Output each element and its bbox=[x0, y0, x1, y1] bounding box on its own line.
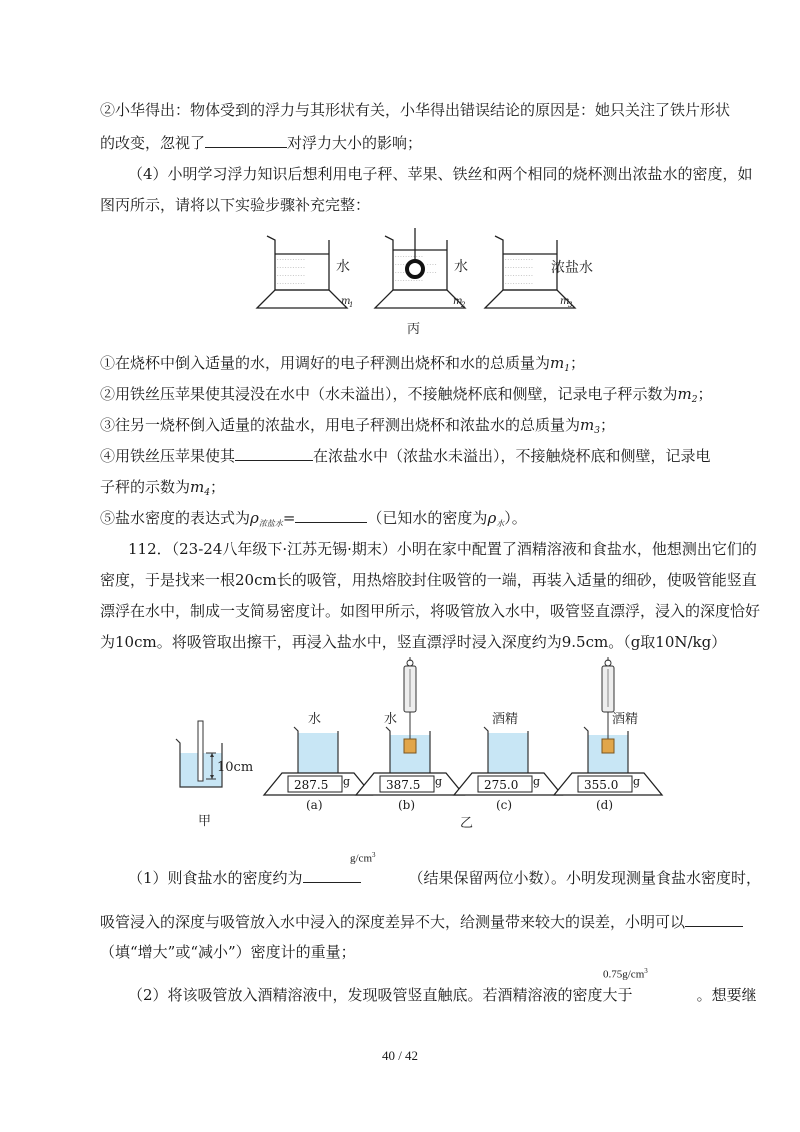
svg-text:g: g bbox=[533, 775, 541, 788]
svg-text:- - - - -: - - - - - bbox=[395, 270, 407, 275]
beaker-jia bbox=[176, 721, 222, 787]
svg-text:水: 水 bbox=[308, 712, 322, 727]
question-112-line: 112．（23-24八年级下·江苏无锡·期末）小明在家中配置了酒精溶液和食盐水，他想测出它们的 bbox=[128, 540, 757, 558]
beaker-water-apple bbox=[375, 228, 465, 308]
step-4-cont: 子秤的示数为$m_4$； bbox=[100, 478, 225, 498]
svg-text:3: 3 bbox=[568, 301, 573, 309]
svg-text:- - - - -: - - - - - bbox=[395, 262, 407, 267]
step-3: ③往另一烧杯倒入适量的浓盐水，用电子秤测出烧杯和浓盐水的总质量为$m_3$； bbox=[100, 416, 615, 436]
scale-c-reading: 275.0 bbox=[484, 778, 519, 792]
svg-text:浓盐水: 浓盐水 bbox=[551, 260, 593, 276]
figure-caption-jia: 甲 bbox=[198, 814, 212, 829]
subq-1-line: 吸管浸入的深度与吸管放入水中浸入的深度差异不大，给测量带来较大的误差，小明可以 bbox=[100, 912, 743, 932]
density-value: $0.75g/cm^3$ bbox=[603, 967, 648, 981]
svg-text:- - - - - - - - - - -: - - - - - - - - - - - bbox=[505, 281, 533, 286]
apple-icon bbox=[407, 261, 423, 277]
answer-blank[interactable] bbox=[685, 912, 743, 927]
page-number: 40 / 42 bbox=[381, 1048, 419, 1063]
step-5: ⑤盐水密度的表达式为$\rho_{浓盐水}=$ （已知水的密度为$\rho_水$）。 bbox=[100, 509, 527, 528]
scale-d-reading: 355.0 bbox=[584, 778, 619, 792]
para-line: 的改变，忽视了 对浮力大小的影响； bbox=[100, 134, 423, 152]
scale-b-reading: 387.5 bbox=[386, 778, 421, 792]
scale-b bbox=[356, 657, 464, 795]
svg-text:水: 水 bbox=[384, 712, 398, 727]
unit-label: $g/cm^3$ bbox=[350, 851, 376, 865]
answer-blank[interactable] bbox=[205, 133, 287, 148]
svg-text:2: 2 bbox=[461, 301, 466, 309]
para-line: ②小华得出：物体受到的浮力与其形状有关，小华得出错误结论的原因是：她只关注了铁片形状 bbox=[100, 101, 731, 119]
step-1: ①在烧杯中倒入适量的水，用调好的电子秤测出烧杯和水的总质量为$m_1$； bbox=[100, 354, 585, 374]
figure-bing bbox=[255, 228, 615, 340]
step-4: ④用铁丝压苹果使其 在浓盐水中（浓盐水未溢出），不接触烧杯底和侧壁，记录电 bbox=[100, 447, 711, 465]
svg-text:g: g bbox=[435, 775, 443, 788]
scale-a-reading: 287.5 bbox=[294, 778, 329, 792]
svg-text:(b): (b) bbox=[398, 798, 416, 812]
answer-blank[interactable] bbox=[235, 446, 313, 461]
scale-d bbox=[554, 657, 662, 795]
svg-text:- - - - - - - - - - -: - - - - - - - - - - - bbox=[505, 257, 533, 262]
svg-text:m: m bbox=[560, 296, 570, 307]
svg-text:(d): (d) bbox=[596, 798, 614, 812]
svg-text:g: g bbox=[343, 775, 351, 788]
svg-text:- - - - - - - - - - -: - - - - - - - - - - - bbox=[505, 273, 533, 278]
svg-text:- - - - - - - - - - -: - - - - - - - - - - - bbox=[505, 265, 533, 270]
step-2: ②用铁丝压苹果使其浸没在水中（水未溢出），不接触烧杯底和侧壁，记录电子秤示数为$m_2$； bbox=[100, 385, 713, 405]
svg-text:(c): (c) bbox=[496, 798, 513, 812]
figure-caption: 丙 bbox=[407, 322, 421, 337]
answer-blank[interactable] bbox=[295, 508, 367, 523]
svg-text:1: 1 bbox=[349, 301, 354, 309]
question-4-line: （4）小明学习浮力知识后想利用电子秤、苹果、铁丝和两个相同的烧杯测出浓盐水的密度，如 bbox=[128, 165, 753, 183]
svg-text:m: m bbox=[341, 296, 351, 307]
svg-text:- - - - - - - - - - -: - - - - - - - - - - - bbox=[277, 281, 305, 286]
svg-text:- - - - - - - - - - -: - - - - - - - - - - - bbox=[395, 278, 423, 283]
question-4-line: 图丙所示，请将以下实验步骤补充完整： bbox=[100, 196, 371, 214]
svg-text:- - - - - - - - - - -: - - - - - - - - - - - bbox=[277, 273, 305, 278]
question-112-line: 漂浮在水中，制成一支简易密度计。如图甲所示，将吸管放入水中，吸管竖直漂浮，浸入的深度恰好 bbox=[100, 602, 761, 620]
question-112-line: 为10cm。将吸管取出擦干，再浸入盐水中，竖直漂浮时浸入深度约为9.5cm。（g取10N/kg） bbox=[100, 633, 727, 651]
svg-text:- - - -: - - - - bbox=[427, 262, 437, 267]
subq-2-line: （2）将该吸管放入酒精溶液中，发现吸管竖直触底。若酒精溶液的密度大于 。想要继 bbox=[128, 986, 757, 1004]
subq-1-line: （1）则食盐水的密度约为 （结果保留两位小数）。小明发现测量食盐水密度时， bbox=[128, 869, 762, 887]
question-112-line: 密度，于是找来一根20cm长的吸管，用热熔胶封住吸管的一端，再装入适量的细砂，使吸管能竖直 bbox=[100, 571, 757, 589]
svg-text:(a): (a) bbox=[306, 798, 323, 812]
label-water: 水 bbox=[336, 259, 350, 275]
figure-caption-yi: 乙 bbox=[460, 816, 474, 831]
svg-text:水: 水 bbox=[454, 259, 468, 275]
svg-text:- - - -: - - - - bbox=[427, 270, 437, 275]
svg-text:- - - - - - - - - - -: - - - - - - - - - - - bbox=[395, 254, 423, 259]
svg-text:酒精: 酒精 bbox=[492, 712, 519, 727]
svg-text:- - - - - - - - - - -: - - - - - - - - - - - bbox=[277, 265, 305, 270]
depth-label: 10cm bbox=[217, 760, 254, 775]
figure-jia-yi bbox=[170, 655, 690, 835]
answer-blank[interactable] bbox=[303, 868, 361, 883]
svg-text:m: m bbox=[453, 296, 463, 307]
svg-text:g: g bbox=[633, 775, 641, 788]
svg-text:- - - - - - - - - - -: - - - - - - - - - - - bbox=[277, 257, 305, 262]
svg-text:酒精: 酒精 bbox=[612, 712, 639, 727]
beaker-water-1 bbox=[257, 236, 347, 308]
subq-1-line: （填“增大”或“减小”）密度计的重量； bbox=[100, 943, 356, 961]
